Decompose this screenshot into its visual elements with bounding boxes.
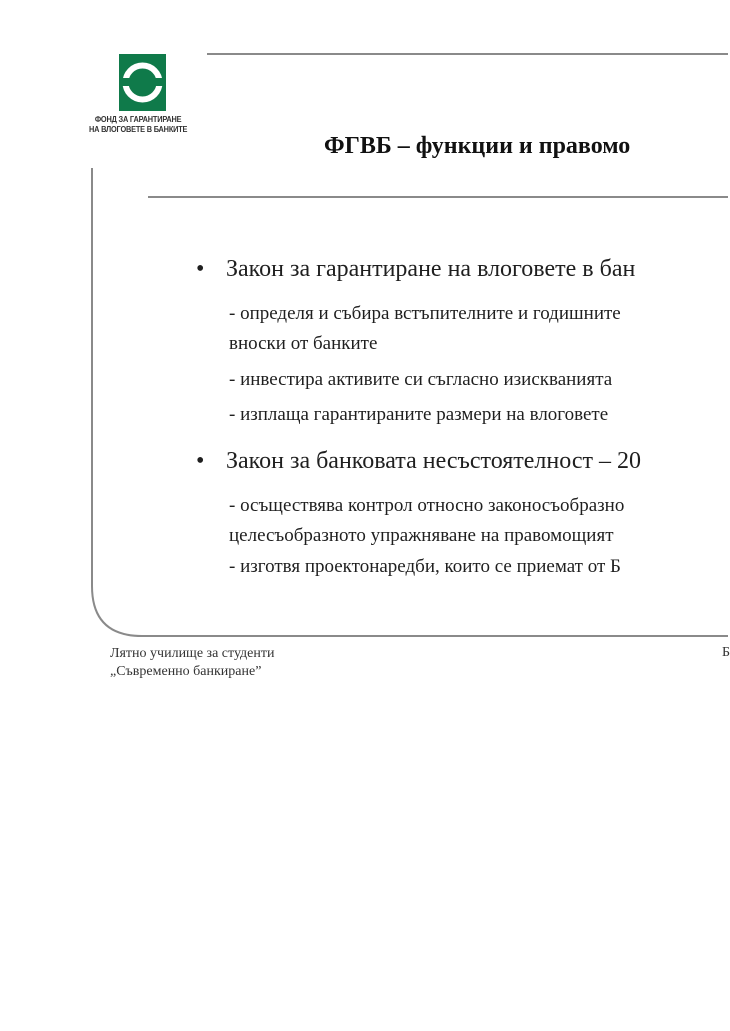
footer-right-fragment: Б: [722, 645, 730, 660]
bullet-heading-text: Закон за банковата несъстоятелност – 20: [226, 448, 641, 474]
sub-item: - осъществява контрол относно законосъобразно: [229, 495, 625, 516]
bullet-heading-text: Закон за гарантиране на влоговете в бан: [226, 256, 636, 282]
bullet-heading-deposit-guarantee-law: [196, 256, 635, 283]
logo-name-line2: НА ВЛОГОВЕТЕ В БАНКИТЕ: [88, 125, 188, 134]
sub-item: целесъобразното упражняване на правомощият: [229, 525, 614, 546]
sub-item: - изплаща гарантираните размери на влоговете: [229, 404, 609, 425]
footer-line2: „Съвременно банкиране”: [110, 664, 262, 679]
sub-item: - определя и събира встъпителните и годишните: [229, 303, 621, 324]
logo-text: [82, 115, 194, 135]
fgvb-logo-mark-icon: [119, 54, 166, 111]
sub-item: - изготвя проектонаредби, които се приемат от Б: [229, 556, 621, 577]
logo-name-line1: ФОНД ЗА ГАРАНТИРАНЕ: [94, 115, 182, 124]
sub-item: вноски от банките: [229, 333, 378, 354]
footer: [110, 645, 275, 681]
bullet-icon: •: [196, 448, 205, 474]
sub-item: - инвестира активите си съгласно изискванията: [229, 369, 613, 390]
slide-title: ФГВБ – функции и правомо: [324, 133, 631, 159]
bullet-heading-bank-insolvency-law: [196, 448, 641, 475]
bullet-icon: •: [196, 256, 205, 282]
footer-line1: Лятно училище за студенти: [110, 646, 275, 661]
